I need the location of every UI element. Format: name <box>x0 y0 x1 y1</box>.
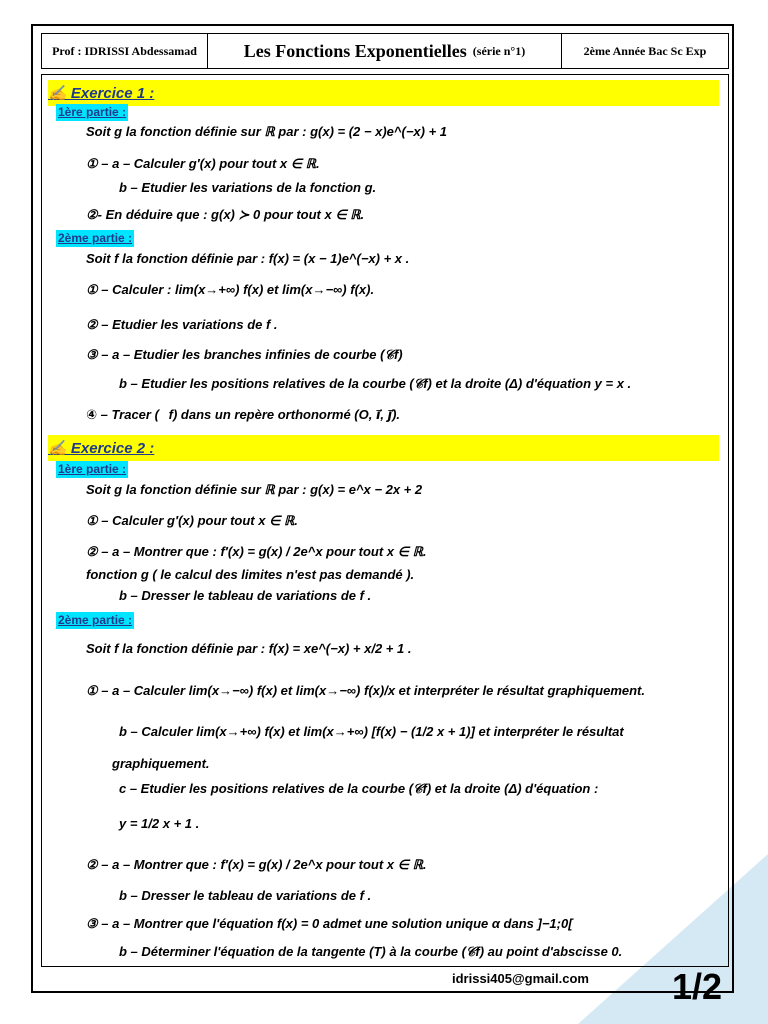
author: Prof : IDRISSI Abdessamad <box>42 34 208 68</box>
ex2-q2a-cont: fonction g ( le calcul des limites n'est pas demandé ). <box>86 567 415 582</box>
ex2-q2b: b – Dresser le tableau de variations de f . <box>119 588 372 603</box>
ex1-part1-label: 1ère partie : <box>58 105 127 119</box>
ex1-variations: ② – Etudier les variations de f . <box>86 317 278 332</box>
ex2-part1-label: 1ère partie : <box>58 462 127 476</box>
ex2-q1a: ① – a – Calculer lim(x→−∞) f(x) et lim(x→−∞) f(x)/x et interpréter le résultat graphiquement. <box>86 683 645 698</box>
exercise-1-header: ✍ Exercice 1 : <box>48 80 719 106</box>
ex1-f-def: Soit f la fonction définie par : f(x) = (x − 1)e^(−x) + x . <box>86 251 410 266</box>
ex2-q1b-cont: graphiquement. <box>112 756 210 771</box>
page-number: 1/2 <box>672 966 723 1007</box>
ex1-branches: ③ – a – Etudier les branches infinies de courbe (𝒞f) <box>86 347 403 362</box>
ex1-q2: ②- En déduire que : g(x) ≻ 0 pour tout x ∈ ℝ. <box>86 207 365 222</box>
ex1-q1a: ① – a – Calculer g′(x) pour tout x ∈ ℝ. <box>86 156 320 171</box>
ex2-q2a: ② – a – Montrer que : f′(x) = g(x) / 2e^x pour tout x ∈ ℝ. <box>86 544 427 559</box>
ex1-limits: ① – Calculer : lim(x→+∞) f(x) et lim(x→−∞) f(x). <box>86 282 375 297</box>
exercise-2-header: ✍ Exercice 2 : <box>48 435 719 461</box>
header <box>41 33 729 69</box>
ex1-part2-label: 2ème partie : <box>58 231 133 245</box>
ex1-q1b: b – Etudier les variations de la fonction g. <box>119 180 377 195</box>
ex2-q1c-cont: y = 1/2 x + 1 . <box>119 816 200 831</box>
ex2-q1b: b – Calculer lim(x→+∞) f(x) et lim(x→+∞) [f(x) − (1/2 x + 1)] et interpréter le résultat <box>119 724 624 739</box>
doc-title: Les Fonctions Exponentielles (série n°1) <box>208 34 562 68</box>
ex2-g-def: Soit g la fonction définie sur ℝ par : g(x) = e^x − 2x + 2 <box>86 482 423 497</box>
ex2-q3b: b – Déterminer l'équation de la tangente (T) à la courbe (𝒞f) au point d'abscisse 0. <box>119 944 623 959</box>
ex2-part2-label: 2ème partie : <box>58 613 133 627</box>
email: idrissi405@gmail.com <box>452 971 589 986</box>
ex2-q2a: ② – a – Montrer que : f′(x) = g(x) / 2e^x pour tout x ∈ ℝ. <box>86 857 427 872</box>
ex1-g-def: Soit g la fonction définie sur ℝ par : g(x) = (2 − x)e^(−x) + 1 <box>86 124 448 139</box>
ex2-q2b: b – Dresser le tableau de variations de f . <box>119 888 372 903</box>
ex2-q3a: ③ – a – Montrer que l'équation f(x) = 0 admet une solution unique α dans ]−1;0[ <box>86 916 573 931</box>
level: 2ème Année Bac Sc Exp <box>583 43 707 58</box>
ex2-f-def: Soit f la fonction définie par : f(x) = xe^(−x) + x/2 + 1 . <box>86 641 412 656</box>
ex1-positions: b – Etudier les positions relatives de la courbe (𝒞f) et la droite (Δ) d'équation y = x . <box>119 376 632 391</box>
ex2-q1: ① – Calculer g′(x) pour tout x ∈ ℝ. <box>86 513 298 528</box>
ex1-trace: ④ – Tracer (𝒞f) dans un repère orthonormé (O, i⃗, j⃗). <box>86 407 401 422</box>
ex2-q1c: c – Etudier les positions relatives de la courbe (𝒞f) et la droite (Δ) d'équation : <box>119 781 599 796</box>
